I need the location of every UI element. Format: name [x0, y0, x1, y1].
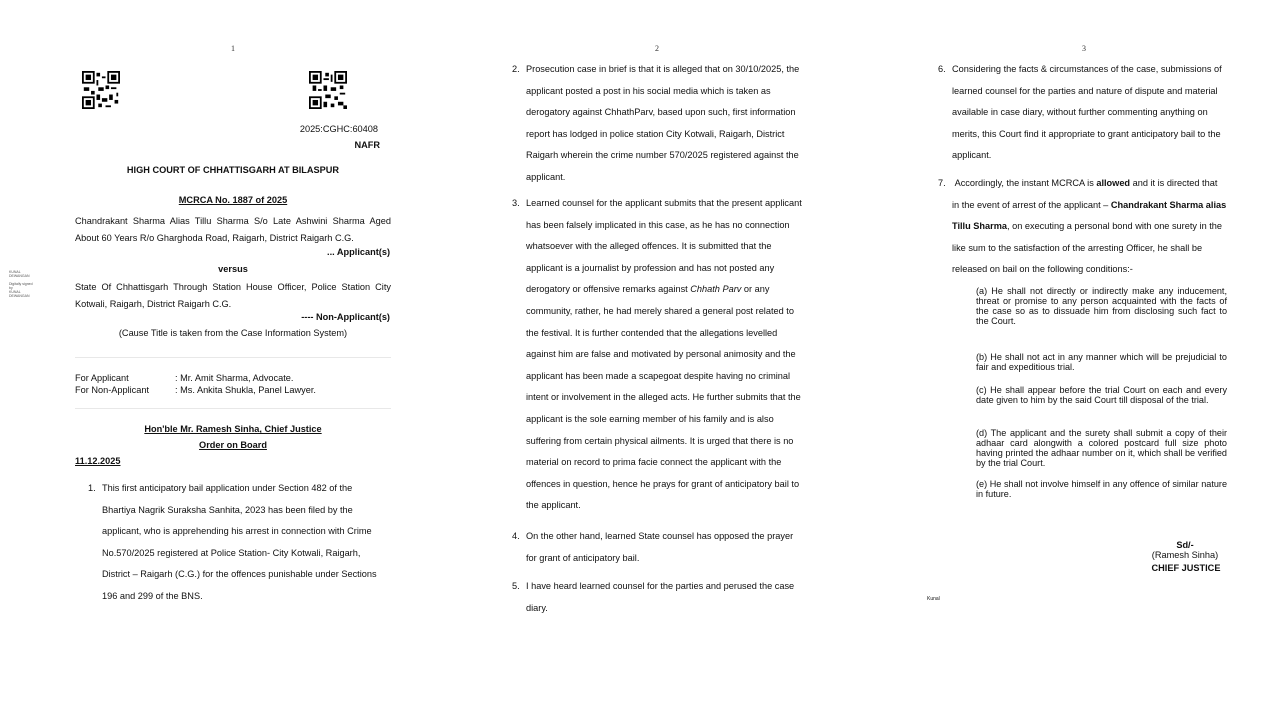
text-line: for grant of anticipatory bail.	[526, 552, 640, 563]
text-line: applicant.	[526, 171, 566, 182]
paragraph-number: 2.	[512, 64, 520, 74]
text-line: On the other hand, learned State counsel has opposed the prayer	[526, 531, 794, 541]
text-line: Raigarh wherein the crime number 570/2025 registered against the	[526, 150, 799, 161]
text-line: suffering from certain physical ailments. It is urged that there is no	[526, 435, 794, 446]
text-line: has been falsely implicated in this case, as he has no connection	[526, 219, 790, 230]
stamp-line: KUNAL	[9, 290, 21, 294]
versus-label: versus	[218, 264, 248, 274]
text-line: I have heard learned counsel for the parties and perused the case	[526, 581, 795, 591]
condition-d: (d) The applicant and the surety shall submit a copy of their adhaar card alongwith a colored postcard full size photo having printed the adhaar number on it, which shall be verified by the trial Court.	[976, 428, 1227, 468]
text-span: and it is directed that	[1130, 178, 1218, 188]
paragraph-number: 6.	[938, 64, 946, 74]
text-line: applicant, who is apprehending his arrest in connection with Crime	[102, 526, 372, 537]
text-line: Prosecution case in brief is that it is alleged that on 30/10/2025, the	[526, 64, 800, 74]
stamp-line: DEWANGAN	[9, 294, 30, 298]
text-italic: Chhath Parv	[690, 284, 742, 295]
text-line: derogatory against ChhathParv, based upon such, first information	[526, 107, 796, 118]
divider	[75, 357, 391, 358]
citation: 2025:CGHC:60408	[299, 124, 378, 134]
text-bold: allowed	[1096, 178, 1131, 188]
condition-e: (e) He shall not involve himself in any offence of similar nature in future.	[976, 479, 1227, 499]
case-number: MCRCA No. 1887 of 2025	[178, 195, 288, 205]
text-line: against him are false and motivated by personal animosity and the	[526, 349, 796, 360]
paragraph-6	[952, 59, 1242, 167]
text-span: or any	[741, 284, 770, 295]
text-line: Considering the facts & circumstances of the case, submissions of	[952, 64, 1222, 74]
text-line: This first anticipatory bail application under Section 482 of the	[102, 483, 353, 493]
text-line: diary.	[526, 602, 548, 613]
footer-name: Kunal	[927, 596, 940, 602]
text-bold: Tillu Sharma	[952, 221, 1007, 232]
paragraph-number: 1.	[88, 483, 96, 493]
text-line: District – Raigarh (C.G.) for the offences punishable under Sections	[102, 569, 377, 580]
order-title: Order on Board	[199, 440, 267, 450]
text-line: applicant.	[952, 150, 992, 161]
digital-signature-stamp	[9, 270, 37, 298]
counsel-label: For Non-Applicant	[75, 385, 150, 395]
paragraph-2	[526, 59, 815, 189]
text-line: applicant posted a post in his social media which is taken as	[526, 85, 771, 96]
text-line: report has lodged in police station City Kotwali, Raigarh, District	[526, 128, 785, 139]
text-line: whatsoever with the alleged offences. It is submitted that the	[526, 241, 772, 252]
counsel-label: For Applicant	[75, 373, 129, 383]
text-line: applicant has been made a scapegoat despite having no criminal	[526, 370, 791, 381]
stamp-line: Digitally signed by	[9, 282, 33, 290]
paragraph-5	[526, 576, 815, 619]
text-bold: Chandrakant Sharma alias	[1110, 199, 1227, 210]
counsel-value: : Mr. Amit Sharma, Advocate.	[175, 373, 294, 383]
paragraph-3	[526, 193, 815, 517]
text-line: applicant is the sole earning member of his family and is also	[526, 413, 774, 424]
condition-b: (b) He shall not act in any manner which will be prejudicial to fair and expeditious trial.	[976, 352, 1227, 372]
text-line: released on bail on the following conditions:-	[952, 264, 1133, 275]
signature-sd: Sd/-	[1176, 540, 1194, 550]
text-line: like sum to the satisfaction of the arresting Officer, he shall be	[952, 242, 1203, 253]
qr-code-icon	[82, 71, 120, 109]
text-line: the applicant.	[526, 500, 581, 511]
text-line	[952, 216, 1242, 238]
page-number-1: 1	[231, 44, 235, 53]
stamp-line: DEWANGAN	[9, 274, 30, 278]
text-line: available in case diary, without further commenting anything on	[952, 107, 1208, 118]
paragraph-4	[526, 526, 815, 569]
text-line: Learned counsel for the applicant submits that the present applicant	[526, 198, 802, 208]
text-line: offences in question, hence he prays for grant of anticipatory bail to	[526, 478, 800, 489]
bench-title: Hon'ble Mr. Ramesh Sinha, Chief Justice	[144, 424, 322, 434]
text-line: Bhartiya Nagrik Suraksha Sanhita, 2023 has been filed by the	[102, 504, 353, 515]
paragraph-number: 5.	[512, 581, 520, 591]
respondent-label: ---- Non-Applicant(s)	[301, 312, 390, 322]
stamp-line: KUNAL	[9, 270, 21, 274]
paragraph-number: 4.	[512, 531, 520, 541]
text-line	[952, 173, 1242, 195]
condition-a: (a) He shall not directly or indirectly make any inducement, threat or promise to any person acquainted with the facts of the case so as to dissuade him from disclosing such fact to the Court.	[976, 286, 1227, 326]
page-number-2: 2	[655, 44, 659, 53]
text-line: community, rather, he had merely shared a general post related to	[526, 305, 794, 316]
text-span: Accordingly, the instant MCRCA is	[954, 178, 1097, 188]
counsel-value: : Ms. Ankita Shukla, Panel Lawyer.	[175, 385, 316, 395]
signature-name: (Ramesh Sinha)	[1151, 550, 1219, 560]
condition-c: (c) He shall appear before the trial Court on each and every date given to him by the said Court till disposal of the trial.	[976, 385, 1227, 405]
divider	[75, 408, 391, 409]
text-line: material on record to prima facie connect the applicant with the	[526, 457, 782, 468]
text-line	[952, 195, 1242, 217]
paragraph-1	[102, 478, 391, 608]
text-line: merits, this Court find it appropriate to grant anticipatory bail to the	[952, 128, 1221, 139]
text-line: No.570/2025 registered at Police Station- City Kotwali, Raigarh,	[102, 547, 361, 558]
text-line-italic	[526, 279, 815, 301]
text-line: learned counsel for the parties and nature of dispute and material	[952, 85, 1218, 96]
page-number-3: 3	[1082, 44, 1086, 53]
text-line: applicant is a journalist by profession and has not posted any	[526, 262, 775, 273]
text-line: the festival. It is further contended that the allegations levelled	[526, 327, 778, 338]
signature-title: CHIEF JUSTICE	[1151, 563, 1221, 573]
cause-title-note: (Cause Title is taken from the Case Information System)	[118, 328, 348, 338]
text-span: in the event of arrest of the applicant –	[952, 199, 1111, 210]
paragraph-number: 7.	[938, 178, 946, 188]
text-span: derogatory or offensive remarks against	[526, 284, 691, 295]
text-line: intent or involvement in the alleged acts. He further submits that the	[526, 392, 801, 403]
order-date: 11.12.2025	[75, 456, 121, 466]
nafr-label: NAFR	[354, 140, 380, 150]
applicant-label: ... Applicant(s)	[327, 247, 390, 257]
qr-code-icon	[309, 71, 347, 109]
applicant-description: Chandrakant Sharma Alias Tillu Sharma S/o Late Ashwini Sharma Aged About 60 Years R/o Gharghoda Road, Raigarh, District Raigarh C.G.	[75, 216, 391, 243]
text-line: 196 and 299 of the BNS.	[102, 590, 203, 601]
text-span: , on executing a personal bond with one surety in the	[1006, 221, 1223, 232]
respondent-description: State Of Chhattisgarh Through Station House Officer, Police Station City Kotwali, Raigarh, District Raigarh C.G.	[75, 282, 391, 309]
paragraph-number: 3.	[512, 198, 520, 208]
court-name: HIGH COURT OF CHHATTISGARH AT BILASPUR	[126, 165, 340, 175]
paragraph-7	[952, 173, 1242, 281]
